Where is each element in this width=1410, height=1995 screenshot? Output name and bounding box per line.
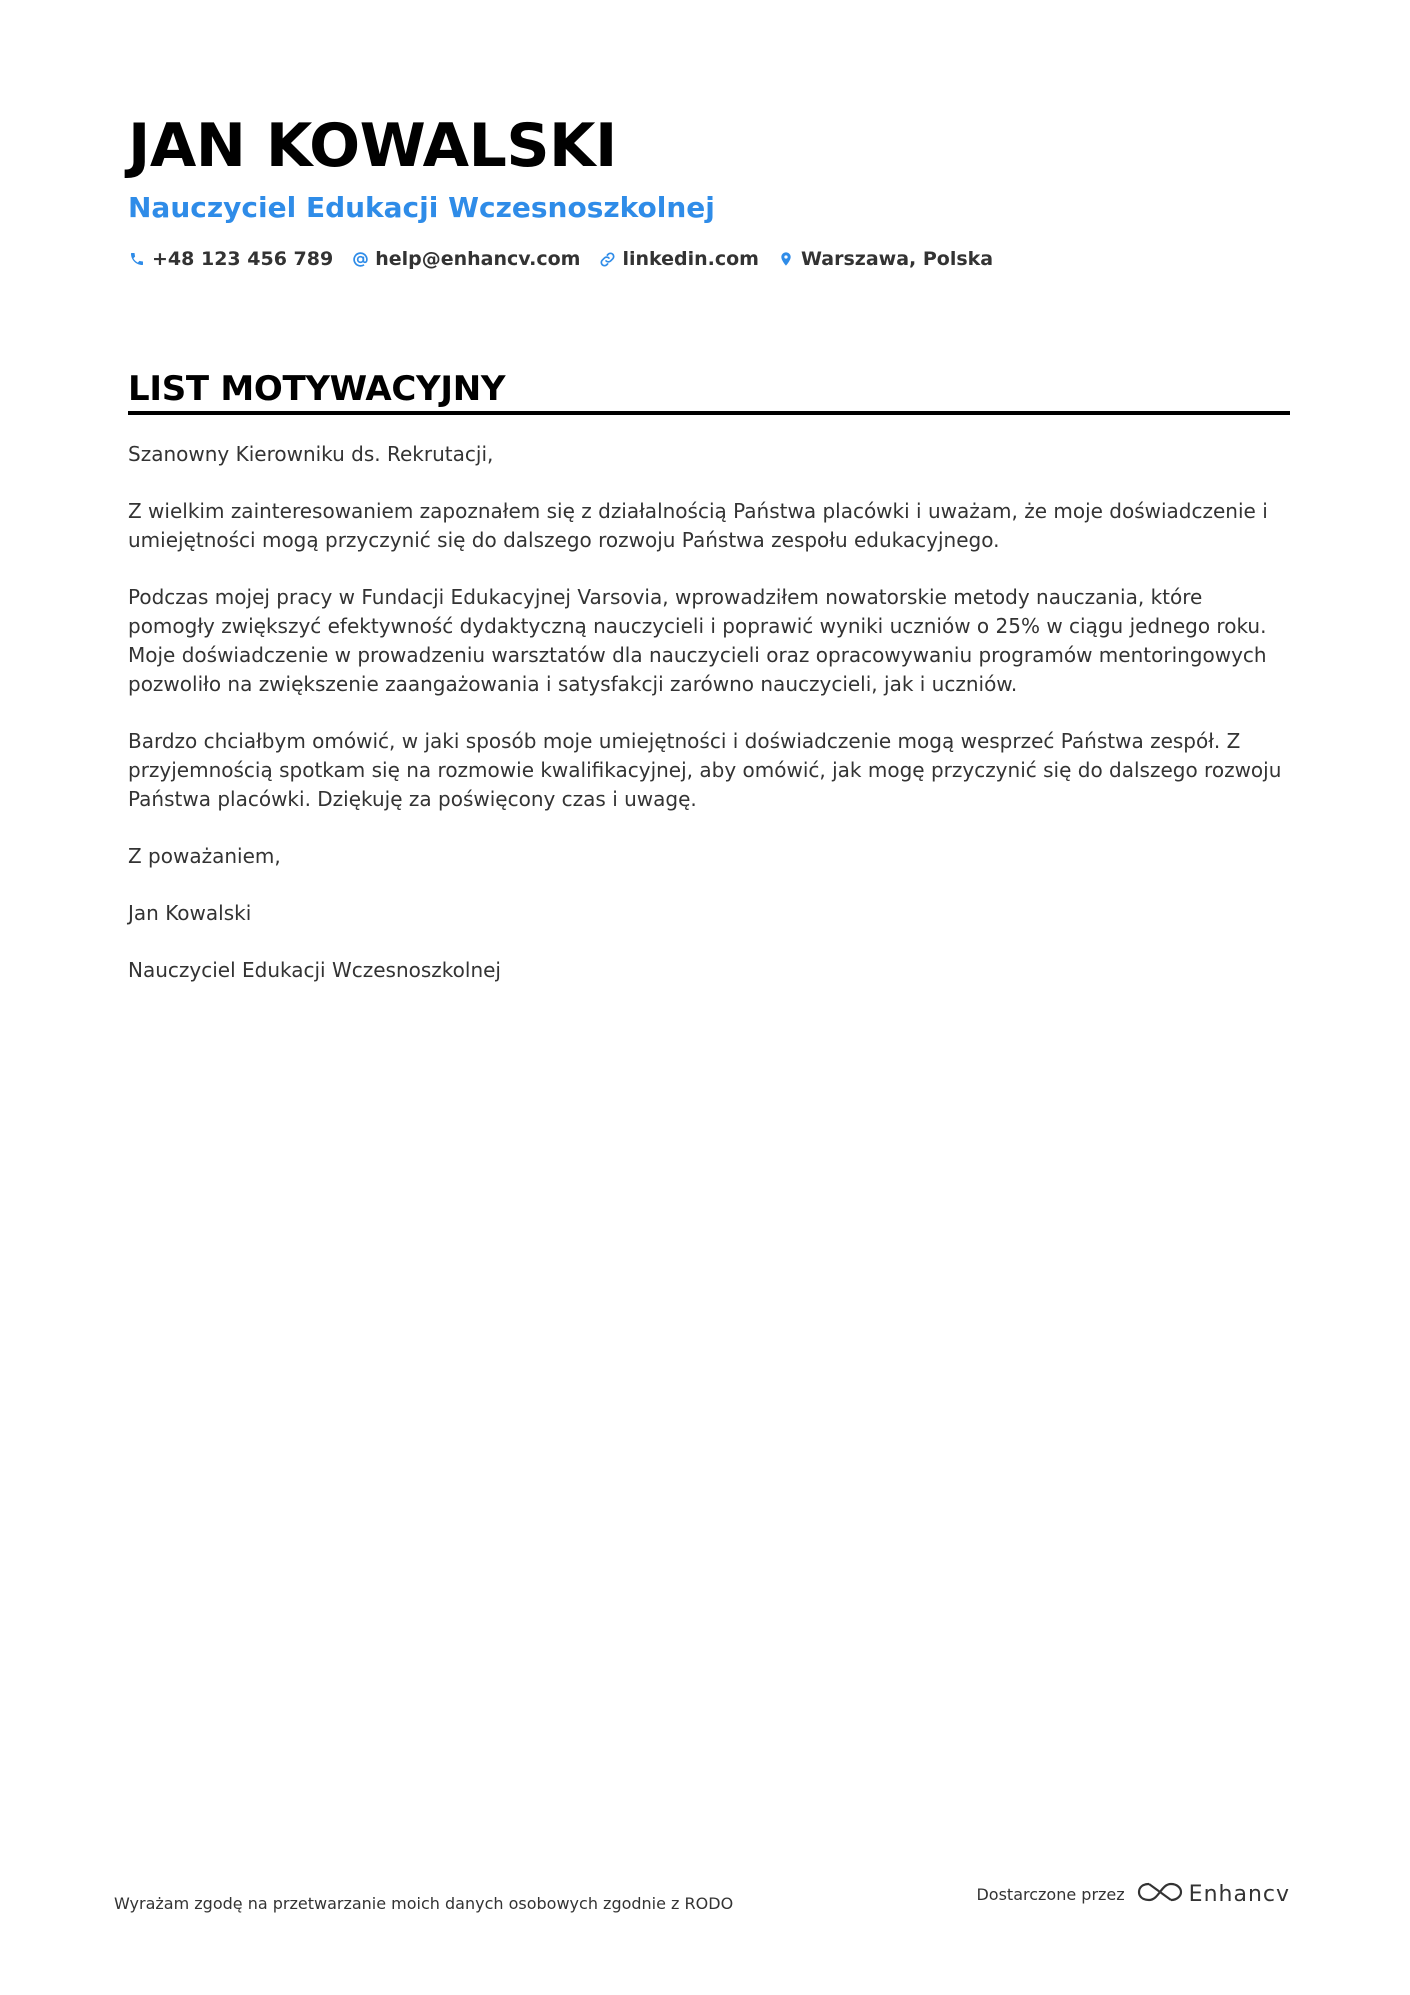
letter-body [128, 440, 1293, 1013]
contact-linkedin[interactable] [598, 248, 759, 270]
link-icon [598, 250, 616, 268]
location-pin-icon [777, 250, 795, 268]
applicant-title: Nauczyciel Edukacji Wczesnoszkolnej [128, 191, 715, 224]
contact-email[interactable] [351, 248, 580, 270]
powered-by [976, 1880, 1290, 1908]
section-title: LIST MOTYWACYJNY [128, 369, 506, 409]
signature-title: Nauczyciel Edukacji Wczesnoszkolnej [128, 958, 501, 982]
phone-icon [128, 250, 146, 268]
letter-paragraph: Podczas mojej pracy w Fundacji Edukacyjnej Varsovia, wprowadziłem nowatorskie metody nauczania, które pomogły zwiększyć efektywność dydaktyczną nauczycieli i poprawić wyniki uczniów o 25% w ciągu jednego roku. Moje doświadczenie w prowadzeniu warsztatów dla nauczycieli oraz opracowywaniu programów mentoringowych pozwoliło na zwiększenie zaangażowania i satysfakcji zarówno nauczycieli, jak i uczniów. [128, 585, 1267, 696]
signature-name: Jan Kowalski [128, 901, 252, 925]
letter-closing: Z poważaniem, [128, 844, 281, 868]
linkedin-link[interactable]: linkedin.com [622, 248, 759, 270]
email-address[interactable]: help@enhancv.com [375, 248, 581, 270]
gdpr-consent: Wyrażam zgodę na przetwarzanie moich danych osobowych zgodnie z RODO [114, 1894, 734, 1913]
brand-name: Enhancv [1188, 1881, 1290, 1907]
location-text: Warszawa, Polska [800, 248, 994, 270]
contact-phone [128, 248, 333, 270]
header [128, 110, 1290, 270]
letter-paragraph: Z wielkim zainteresowaniem zapoznałem się z działalnością Państwa placówki i uważam, że moje doświadczenie i umiejętności mogą przyczynić się do dalszego rozwoju Państwa zespołu edukacyjnego. [128, 499, 1268, 552]
phone-number: +48 123 456 789 [152, 248, 334, 270]
contact-location [777, 248, 993, 270]
contact-bar [128, 248, 1290, 270]
powered-by-label: Dostarczone przez [976, 1884, 1125, 1904]
enhancv-brand[interactable] [1137, 1880, 1290, 1908]
section-divider [128, 411, 1290, 415]
letter-greeting: Szanowny Kierowniku ds. Rekrutacji, [128, 442, 494, 466]
at-icon [351, 250, 369, 268]
enhancv-logo-icon [1137, 1880, 1183, 1908]
applicant-name: JAN KOWALSKI [128, 111, 617, 181]
letter-paragraph: Bardzo chciałbym omówić, w jaki sposób moje umiejętności i doświadczenie mogą wesprzeć Państwa zespół. Z przyjemnością spotkam się na rozmowie kwalifikacyjnej, aby omówić, jak mogę przyczynić się do dalszego rozwoju Państwa placówki. Dziękuję za poświęcony czas i uwagę. [128, 729, 1282, 811]
